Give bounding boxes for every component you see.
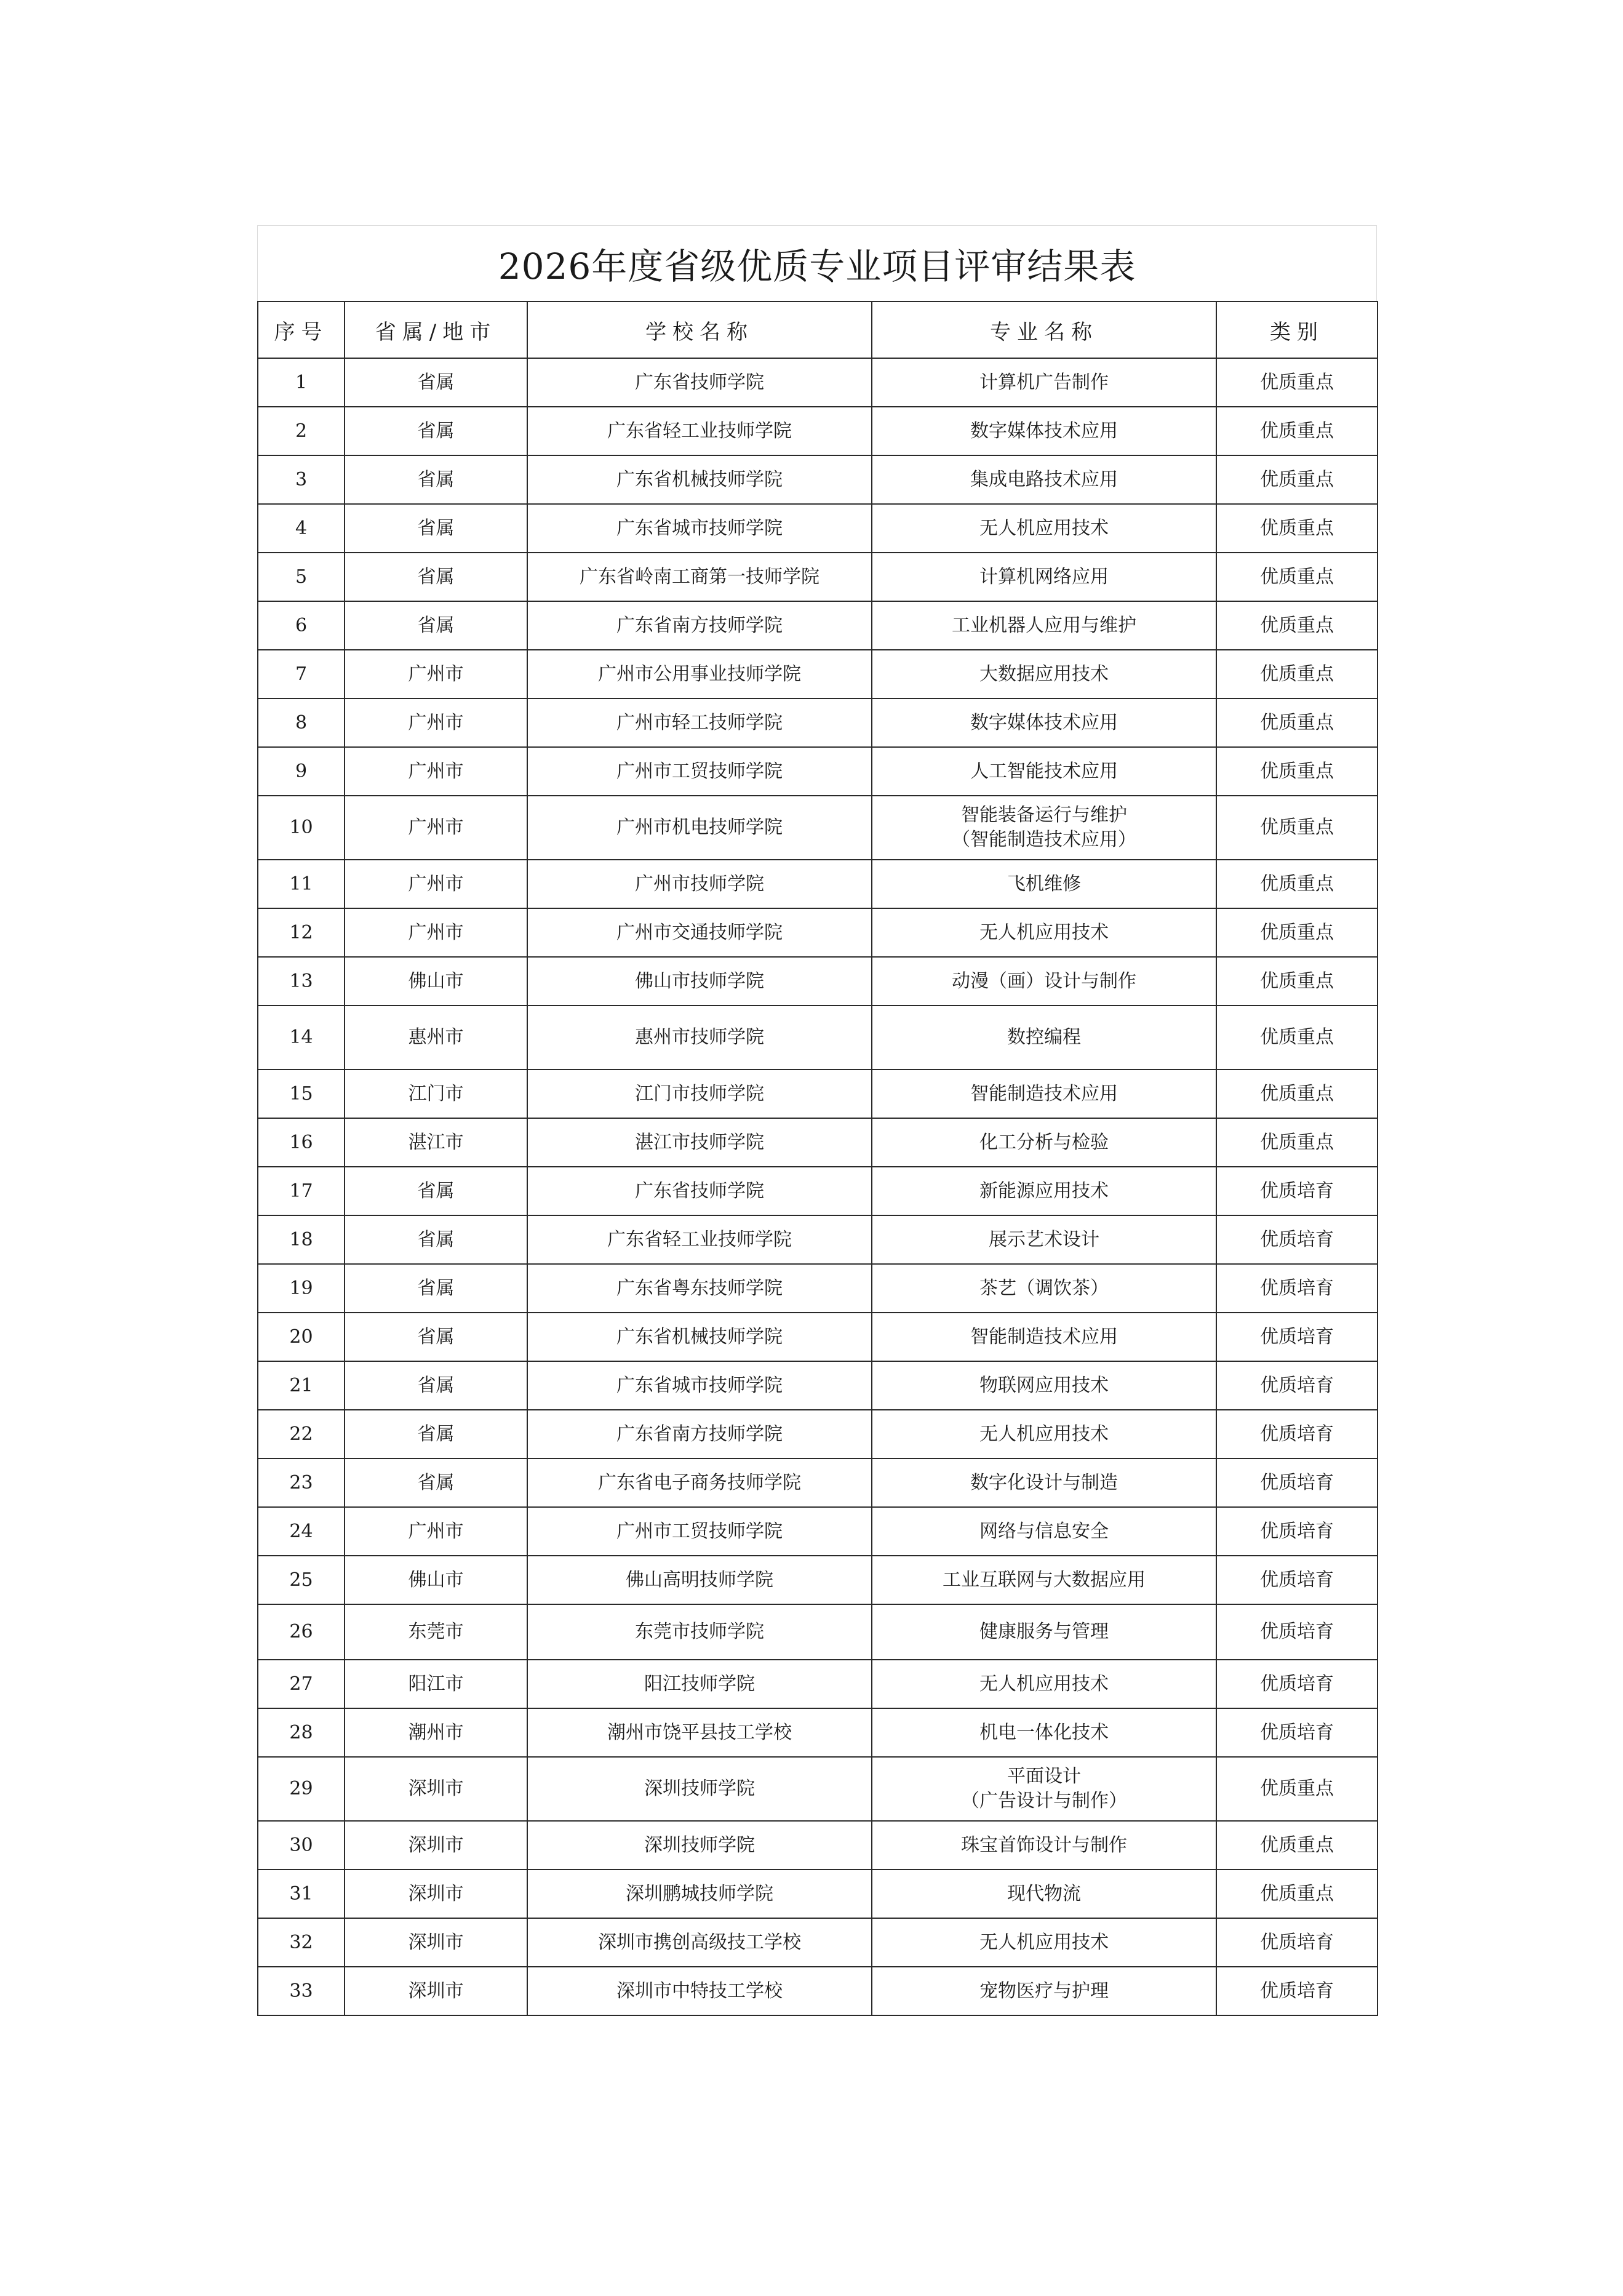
cell-major xyxy=(872,1167,1216,1215)
cell-region: 深圳市 xyxy=(345,1757,527,1821)
cell-school: 广州市公用事业技师学院 xyxy=(527,650,872,698)
table-header-row xyxy=(258,302,1378,358)
results-sheet xyxy=(257,225,1377,2016)
cell-school: 佛山市技师学院 xyxy=(527,957,872,1006)
cell-region: 省属 xyxy=(345,1215,527,1264)
major-line: 计算机广告制作 xyxy=(979,371,1109,393)
cell-school: 广东省机械技师学院 xyxy=(527,1313,872,1361)
cell-major xyxy=(872,1757,1216,1821)
cell-major xyxy=(872,1556,1216,1604)
cell-major xyxy=(872,1313,1216,1361)
cell-number: 8 xyxy=(258,698,345,747)
cell-major xyxy=(872,1870,1216,1918)
cell-region: 深圳市 xyxy=(345,1870,527,1918)
table-row xyxy=(258,1167,1378,1215)
cell-school: 广东省城市技师学院 xyxy=(527,504,872,553)
table-row xyxy=(258,1118,1378,1167)
cell-major xyxy=(872,1660,1216,1708)
table-row xyxy=(258,1006,1378,1070)
major-line: 网络与信息安全 xyxy=(979,1520,1109,1542)
cell-category: 优质培育 xyxy=(1216,1410,1378,1458)
major-line: 数字化设计与制造 xyxy=(970,1471,1118,1494)
cell-region: 广州市 xyxy=(345,747,527,796)
cell-major xyxy=(872,1410,1216,1458)
cell-category: 优质重点 xyxy=(1216,504,1378,553)
cell-major xyxy=(872,1361,1216,1410)
major-subline: （智能制造技术应用） xyxy=(952,829,1136,850)
cell-school: 阳江技师学院 xyxy=(527,1660,872,1708)
table-row xyxy=(258,1604,1378,1660)
cell-region: 江门市 xyxy=(345,1070,527,1118)
cell-category: 优质培育 xyxy=(1216,1215,1378,1264)
major-line: 物联网应用技术 xyxy=(979,1374,1109,1396)
cell-major xyxy=(872,1821,1216,1870)
table-row xyxy=(258,553,1378,601)
header-number: 序号 xyxy=(258,302,345,358)
cell-category: 优质培育 xyxy=(1216,1604,1378,1660)
cell-category: 优质重点 xyxy=(1216,601,1378,650)
major-line: 无人机应用技术 xyxy=(979,1423,1109,1445)
cell-school: 广东省技师学院 xyxy=(527,1167,872,1215)
table-row xyxy=(258,1757,1378,1821)
cell-number: 32 xyxy=(258,1918,345,1967)
major-line: 无人机应用技术 xyxy=(979,517,1109,539)
cell-school: 东莞市技师学院 xyxy=(527,1604,872,1660)
cell-school: 广东省轻工业技师学院 xyxy=(527,1215,872,1264)
cell-school: 广东省岭南工商第一技师学院 xyxy=(527,553,872,601)
cell-category: 优质培育 xyxy=(1216,1918,1378,1967)
cell-number: 17 xyxy=(258,1167,345,1215)
cell-major xyxy=(872,1458,1216,1507)
cell-major xyxy=(872,1507,1216,1556)
cell-major xyxy=(872,747,1216,796)
major-line: 平面设计 xyxy=(1007,1766,1081,1787)
cell-category: 优质培育 xyxy=(1216,1660,1378,1708)
cell-school: 深圳市中特技工学校 xyxy=(527,1967,872,2015)
table-row xyxy=(258,650,1378,698)
cell-number: 1 xyxy=(258,358,345,407)
cell-school: 湛江市技师学院 xyxy=(527,1118,872,1167)
table-row xyxy=(258,455,1378,504)
major-line: 机电一体化技术 xyxy=(979,1721,1109,1743)
cell-major xyxy=(872,698,1216,747)
cell-major xyxy=(872,407,1216,455)
major-line: 展示艺术设计 xyxy=(989,1228,1099,1250)
table-row xyxy=(258,1821,1378,1870)
cell-school: 江门市技师学院 xyxy=(527,1070,872,1118)
cell-number: 13 xyxy=(258,957,345,1006)
cell-region: 广州市 xyxy=(345,908,527,957)
cell-school: 广东省粤东技师学院 xyxy=(527,1264,872,1313)
table-row xyxy=(258,601,1378,650)
major-line: 现代物流 xyxy=(1007,1882,1081,1905)
cell-category: 优质培育 xyxy=(1216,1967,1378,2015)
cell-major xyxy=(872,1708,1216,1757)
cell-number: 24 xyxy=(258,1507,345,1556)
cell-number: 21 xyxy=(258,1361,345,1410)
cell-school: 广东省轻工业技师学院 xyxy=(527,407,872,455)
cell-region: 广州市 xyxy=(345,1507,527,1556)
cell-region: 省属 xyxy=(345,455,527,504)
cell-region: 潮州市 xyxy=(345,1708,527,1757)
cell-major xyxy=(872,908,1216,957)
cell-category: 优质重点 xyxy=(1216,1070,1378,1118)
major-line: 人工智能技术应用 xyxy=(970,760,1118,782)
cell-category: 优质重点 xyxy=(1216,407,1378,455)
cell-school: 潮州市饶平县技工学校 xyxy=(527,1708,872,1757)
table-row xyxy=(258,860,1378,908)
cell-region: 省属 xyxy=(345,504,527,553)
cell-region: 省属 xyxy=(345,1313,527,1361)
major-line: 工业机器人应用与维护 xyxy=(952,614,1136,636)
cell-region: 省属 xyxy=(345,358,527,407)
table-row xyxy=(258,698,1378,747)
table-row xyxy=(258,1264,1378,1313)
cell-major xyxy=(872,650,1216,698)
cell-major xyxy=(872,1006,1216,1070)
cell-number: 15 xyxy=(258,1070,345,1118)
cell-number: 14 xyxy=(258,1006,345,1070)
header-school: 学校名称 xyxy=(527,302,872,358)
cell-major xyxy=(872,796,1216,860)
major-subline: （广告设计与制作） xyxy=(961,1790,1127,1812)
table-row xyxy=(258,1313,1378,1361)
cell-category: 优质培育 xyxy=(1216,1167,1378,1215)
cell-region: 省属 xyxy=(345,1410,527,1458)
table-row xyxy=(258,1967,1378,2015)
table-row xyxy=(258,1070,1378,1118)
table-row xyxy=(258,358,1378,407)
major-line: 工业互联网与大数据应用 xyxy=(943,1569,1146,1591)
cell-category: 优质培育 xyxy=(1216,1313,1378,1361)
cell-school: 深圳鹏城技师学院 xyxy=(527,1870,872,1918)
major-line: 数字媒体技术应用 xyxy=(970,711,1118,734)
cell-region: 省属 xyxy=(345,1264,527,1313)
cell-region: 阳江市 xyxy=(345,1660,527,1708)
major-line: 无人机应用技术 xyxy=(979,921,1109,943)
major-line: 新能源应用技术 xyxy=(979,1180,1109,1202)
cell-number: 30 xyxy=(258,1821,345,1870)
cell-number: 29 xyxy=(258,1757,345,1821)
major-line: 数字媒体技术应用 xyxy=(970,420,1118,442)
cell-region: 广州市 xyxy=(345,796,527,860)
cell-school: 广州市工贸技师学院 xyxy=(527,1507,872,1556)
cell-category: 优质重点 xyxy=(1216,698,1378,747)
cell-school: 广州市机电技师学院 xyxy=(527,796,872,860)
cell-school: 深圳市携创高级技工学校 xyxy=(527,1918,872,1967)
cell-major xyxy=(872,1967,1216,2015)
cell-region: 广州市 xyxy=(345,650,527,698)
cell-number: 19 xyxy=(258,1264,345,1313)
header-region: 省属/地市 xyxy=(345,302,527,358)
table-row xyxy=(258,747,1378,796)
cell-category: 优质培育 xyxy=(1216,1556,1378,1604)
cell-school: 广州市交通技师学院 xyxy=(527,908,872,957)
header-major: 专业名称 xyxy=(872,302,1216,358)
cell-school: 广东省电子商务技师学院 xyxy=(527,1458,872,1507)
cell-major xyxy=(872,553,1216,601)
cell-category: 优质培育 xyxy=(1216,1361,1378,1410)
major-line: 化工分析与检验 xyxy=(979,1131,1109,1153)
major-line: 珠宝首饰设计与制作 xyxy=(961,1834,1127,1856)
cell-number: 12 xyxy=(258,908,345,957)
cell-major xyxy=(872,601,1216,650)
cell-school: 广东省南方技师学院 xyxy=(527,1410,872,1458)
cell-school: 广东省城市技师学院 xyxy=(527,1361,872,1410)
table-row xyxy=(258,504,1378,553)
cell-region: 省属 xyxy=(345,1361,527,1410)
major-line: 大数据应用技术 xyxy=(979,663,1109,685)
cell-region: 佛山市 xyxy=(345,1556,527,1604)
cell-number: 9 xyxy=(258,747,345,796)
cell-region: 湛江市 xyxy=(345,1118,527,1167)
table-row xyxy=(258,1870,1378,1918)
cell-major xyxy=(872,1118,1216,1167)
major-line: 数控编程 xyxy=(1007,1026,1081,1048)
cell-number: 2 xyxy=(258,407,345,455)
major-line: 健康服务与管理 xyxy=(979,1621,1109,1642)
table-row xyxy=(258,1215,1378,1264)
table-row xyxy=(258,1507,1378,1556)
major-line: 飞机维修 xyxy=(1007,873,1081,895)
cell-major xyxy=(872,1264,1216,1313)
major-line: 茶艺（调饮茶） xyxy=(979,1277,1109,1299)
table-body xyxy=(258,358,1378,2015)
cell-category: 优质重点 xyxy=(1216,860,1378,908)
cell-region: 省属 xyxy=(345,553,527,601)
cell-school: 广州市工贸技师学院 xyxy=(527,747,872,796)
cell-category: 优质重点 xyxy=(1216,650,1378,698)
cell-region: 佛山市 xyxy=(345,957,527,1006)
cell-region: 省属 xyxy=(345,407,527,455)
cell-number: 20 xyxy=(258,1313,345,1361)
cell-number: 7 xyxy=(258,650,345,698)
table-row xyxy=(258,1708,1378,1757)
cell-category: 优质重点 xyxy=(1216,1821,1378,1870)
cell-region: 省属 xyxy=(345,1167,527,1215)
major-line: 智能装备运行与维护 xyxy=(961,804,1127,826)
cell-major xyxy=(872,1215,1216,1264)
cell-number: 25 xyxy=(258,1556,345,1604)
cell-category: 优质培育 xyxy=(1216,1708,1378,1757)
cell-category: 优质重点 xyxy=(1216,358,1378,407)
major-line: 无人机应用技术 xyxy=(979,1931,1109,1953)
cell-category: 优质重点 xyxy=(1216,1006,1378,1070)
table-row xyxy=(258,1410,1378,1458)
table-row xyxy=(258,1458,1378,1507)
cell-major xyxy=(872,1070,1216,1118)
cell-category: 优质重点 xyxy=(1216,1870,1378,1918)
cell-number: 4 xyxy=(258,504,345,553)
cell-number: 6 xyxy=(258,601,345,650)
cell-school: 广东省技师学院 xyxy=(527,358,872,407)
cell-category: 优质重点 xyxy=(1216,747,1378,796)
cell-number: 10 xyxy=(258,796,345,860)
cell-major xyxy=(872,1918,1216,1967)
major-line: 智能制造技术应用 xyxy=(970,1082,1118,1105)
cell-number: 27 xyxy=(258,1660,345,1708)
cell-school: 广东省南方技师学院 xyxy=(527,601,872,650)
cell-region: 广州市 xyxy=(345,860,527,908)
cell-number: 11 xyxy=(258,860,345,908)
cell-category: 优质重点 xyxy=(1216,908,1378,957)
cell-school: 佛山高明技师学院 xyxy=(527,1556,872,1604)
table-row xyxy=(258,1556,1378,1604)
cell-school: 深圳技师学院 xyxy=(527,1821,872,1870)
cell-category: 优质培育 xyxy=(1216,1458,1378,1507)
cell-major xyxy=(872,504,1216,553)
cell-region: 深圳市 xyxy=(345,1821,527,1870)
table-row xyxy=(258,957,1378,1006)
cell-region: 东莞市 xyxy=(345,1604,527,1660)
cell-region: 广州市 xyxy=(345,698,527,747)
cell-major xyxy=(872,860,1216,908)
cell-category: 优质重点 xyxy=(1216,553,1378,601)
cell-major xyxy=(872,957,1216,1006)
cell-school: 广州市轻工技师学院 xyxy=(527,698,872,747)
cell-major xyxy=(872,1604,1216,1660)
document-title: 2026年度省级优质专业项目评审结果表 xyxy=(257,225,1377,301)
cell-category: 优质重点 xyxy=(1216,796,1378,860)
cell-category: 优质培育 xyxy=(1216,1507,1378,1556)
cell-major xyxy=(872,358,1216,407)
major-line: 计算机网络应用 xyxy=(979,566,1109,588)
major-line: 宠物医疗与护理 xyxy=(979,1980,1109,2002)
table-row xyxy=(258,1918,1378,1967)
cell-major xyxy=(872,455,1216,504)
cell-region: 省属 xyxy=(345,601,527,650)
cell-number: 23 xyxy=(258,1458,345,1507)
cell-number: 22 xyxy=(258,1410,345,1458)
major-line: 智能制造技术应用 xyxy=(970,1326,1118,1348)
results-table xyxy=(257,301,1378,2016)
table-row xyxy=(258,908,1378,957)
cell-number: 31 xyxy=(258,1870,345,1918)
cell-number: 16 xyxy=(258,1118,345,1167)
header-category: 类别 xyxy=(1216,302,1378,358)
cell-school: 广东省机械技师学院 xyxy=(527,455,872,504)
cell-region: 深圳市 xyxy=(345,1918,527,1967)
table-row xyxy=(258,796,1378,860)
cell-region: 省属 xyxy=(345,1458,527,1507)
cell-category: 优质重点 xyxy=(1216,1757,1378,1821)
cell-region: 惠州市 xyxy=(345,1006,527,1070)
cell-category: 优质重点 xyxy=(1216,455,1378,504)
major-line: 无人机应用技术 xyxy=(979,1673,1109,1695)
cell-school: 广州市技师学院 xyxy=(527,860,872,908)
cell-number: 18 xyxy=(258,1215,345,1264)
cell-category: 优质培育 xyxy=(1216,1264,1378,1313)
cell-number: 33 xyxy=(258,1967,345,2015)
cell-number: 3 xyxy=(258,455,345,504)
cell-number: 28 xyxy=(258,1708,345,1757)
major-line: 集成电路技术应用 xyxy=(970,468,1118,490)
table-row xyxy=(258,1660,1378,1708)
cell-number: 5 xyxy=(258,553,345,601)
table-row xyxy=(258,407,1378,455)
table-row xyxy=(258,1361,1378,1410)
cell-category: 优质重点 xyxy=(1216,1118,1378,1167)
cell-region: 深圳市 xyxy=(345,1967,527,2015)
cell-school: 惠州市技师学院 xyxy=(527,1006,872,1070)
cell-school: 深圳技师学院 xyxy=(527,1757,872,1821)
cell-category: 优质重点 xyxy=(1216,957,1378,1006)
major-line: 动漫（画）设计与制作 xyxy=(952,970,1136,992)
cell-number: 26 xyxy=(258,1604,345,1660)
